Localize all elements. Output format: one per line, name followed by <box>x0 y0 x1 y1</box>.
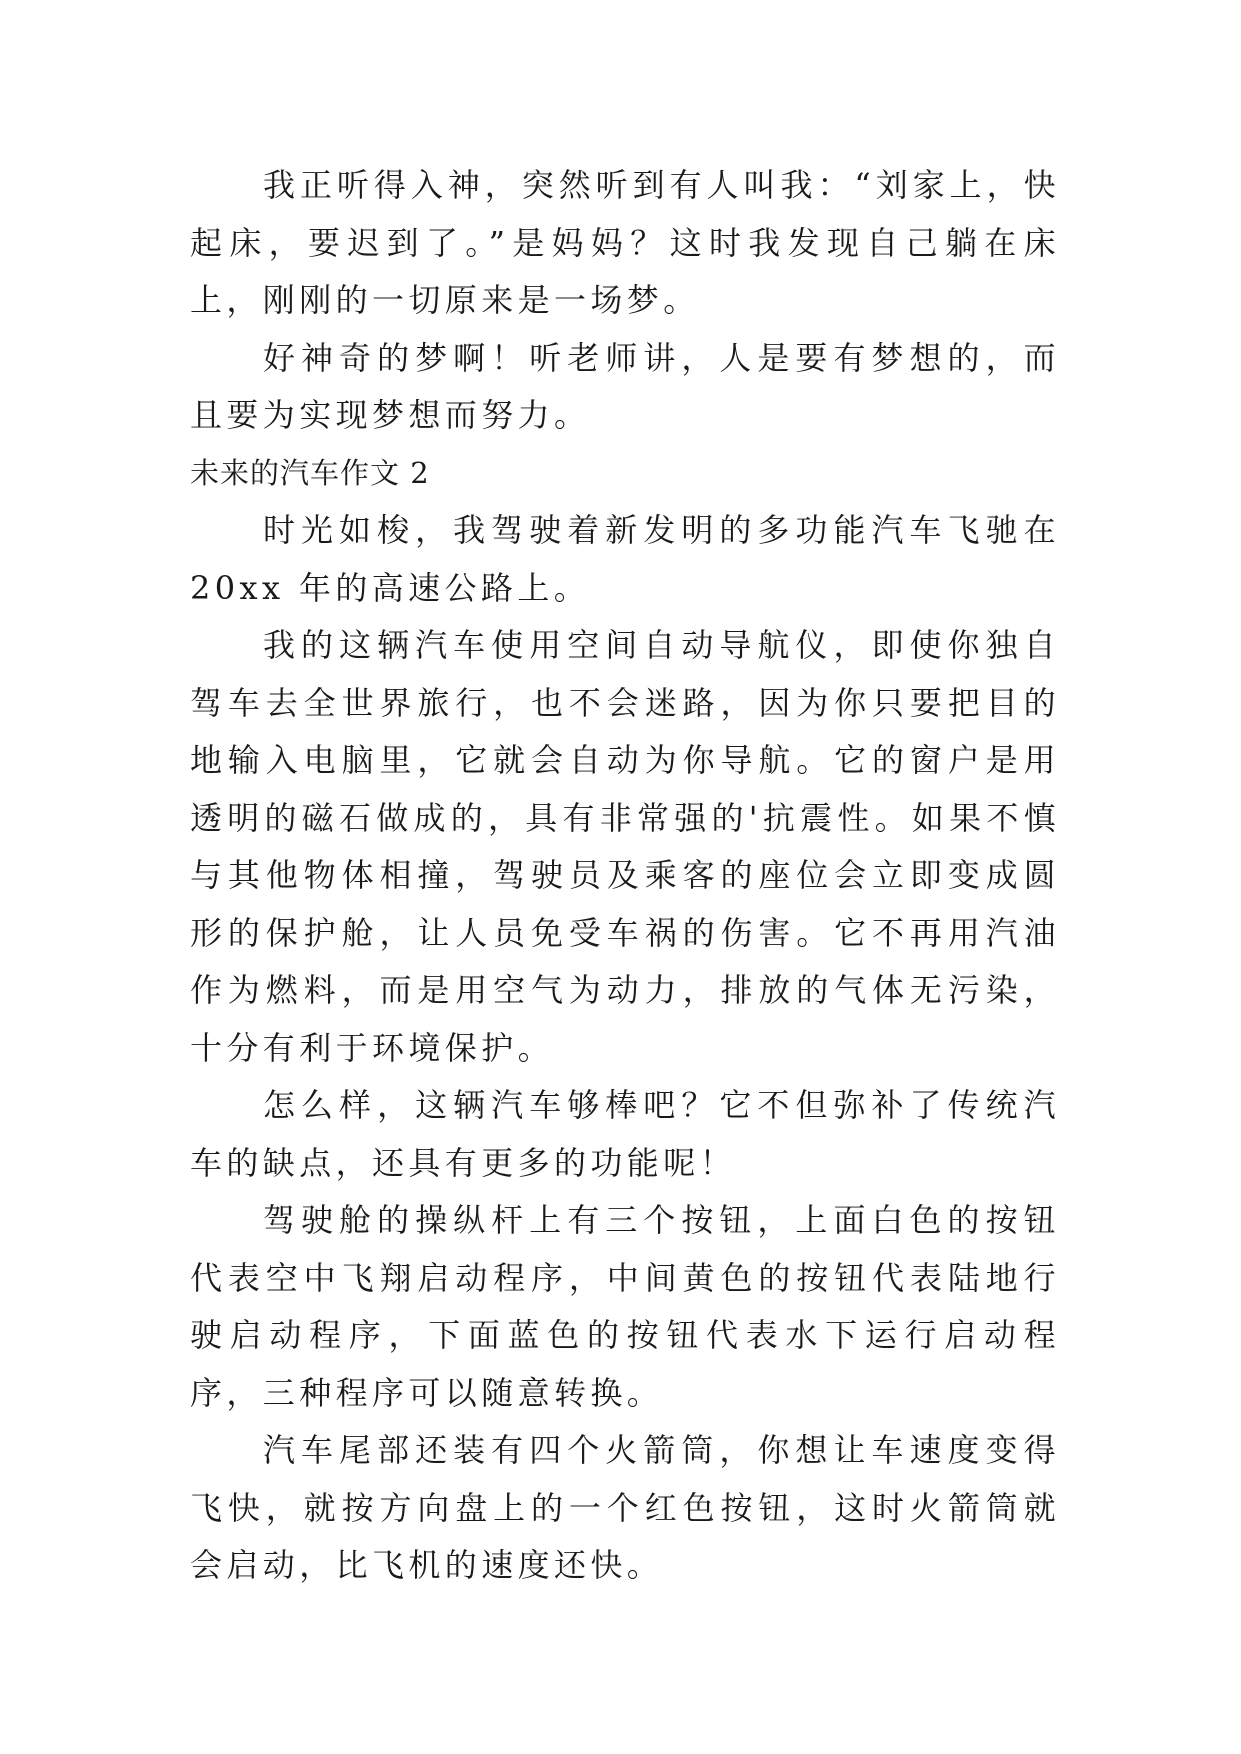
paragraph-car-praise: 怎么样，这辆汽车够棒吧？它不但弥补了传统汽车的缺点，还具有更多的功能呢！ <box>190 1086 1060 1182</box>
paragraph-car-intro: 时光如梭，我驾驶着新发明的多功能汽车飞驰在 20xx 年的高速公路上。 <box>190 511 1060 607</box>
paragraph-dream-reflection: 好神奇的梦啊！听老师讲，人是要有梦想的，而且要为实现梦想而努力。 <box>190 338 1060 434</box>
essay-title: 未来的汽车作文 2 <box>190 455 430 490</box>
paragraph-car-buttons: 驾驶舱的操纵杆上有三个按钮，上面白色的按钮代表空中飞翔启动程序，中间黄色的按钮代表陆地行驶启动程序，下面蓝色的按钮代表水下运行启动程序，三种程序可以随意转换。 <box>190 1201 1060 1412</box>
paragraph-car-rockets: 汽车尾部还装有四个火箭筒，你想让车速度变得飞快，就按方向盘上的一个红色按钮，这时火箭筒就会启动，比飞机的速度还快。 <box>190 1431 1060 1584</box>
paragraph-dream-wakeup: 我正听得入神，突然听到有人叫我：“刘家上，快起床，要迟到了。”是妈妈？这时我发现自己躺在床上，刚刚的一切原来是一场梦。 <box>190 166 1060 319</box>
paragraph-car-navigation: 我的这辆汽车使用空间自动导航仪，即使你独自驾车去全世界旅行，也不会迷路，因为你只要把目的地输入电脑里，它就会自动为你导航。它的窗户是用透明的磁石做成的，具有非常强的'抗震性。如果不慎与其他物体相撞，驾驶员及乘客的座位会立即变成圆形的保护舱，让人员免受车祸的伤害。它不再用汽油作为燃料，而是用空气为动力，排放的气体无污染，十分有利于环境保护。 <box>190 626 1060 1067</box>
document-body <box>190 157 1060 1595</box>
